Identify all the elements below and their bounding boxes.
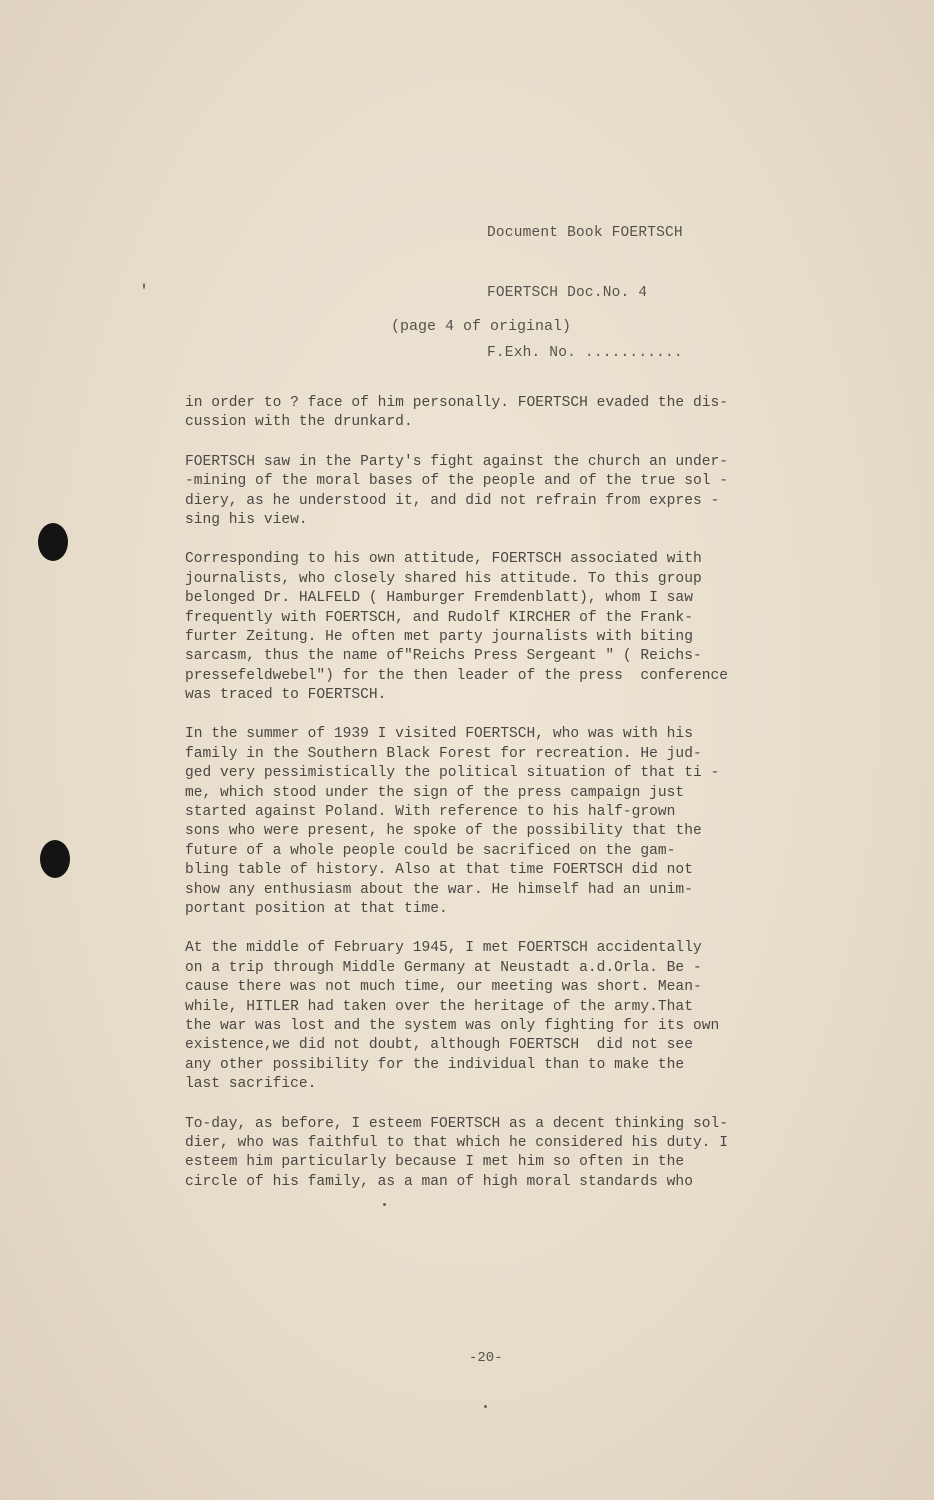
- text-line: portant position at that time.: [185, 900, 448, 917]
- text-line: sarcasm, thus the name of"Reichs Press Sergeant " ( Reichs-: [185, 648, 702, 665]
- text-line: To-day, as before, I esteem FOERTSCH as a decent thinking sol-: [185, 1115, 728, 1132]
- text-line: me, which stood under the sign of the press campaign just: [185, 784, 685, 801]
- paragraph-2: [185, 453, 795, 531]
- text-line: ged very pessimistically the political situation of that ti -: [185, 765, 720, 782]
- paragraph-1: [185, 394, 795, 433]
- paper-speck: [484, 1405, 487, 1408]
- text-line: -mining of the moral bases of the people and of the true sol -: [185, 473, 728, 490]
- text-line: diery, as he understood it, and did not refrain from expres -: [185, 492, 720, 509]
- paragraph-4: [185, 725, 795, 919]
- text-line: frequently with FOERTSCH, and Rudolf KIRCHER of the Frank-: [185, 609, 693, 626]
- text-line: belonged Dr. HALFELD ( Hamburger Fremdenblatt), whom I saw: [185, 590, 693, 607]
- text-line: the war was lost and the system was only fighting for its own: [185, 1017, 720, 1034]
- paragraph-5: [185, 939, 795, 1094]
- text-line: last sacrifice.: [185, 1076, 317, 1093]
- paper-speck: [143, 283, 145, 289]
- text-line: cause there was not much time, our meeting was short. Mean-: [185, 979, 702, 996]
- text-line: Corresponding to his own attitude, FOERTSCH associated with: [185, 551, 702, 568]
- text-line: In the summer of 1939 I visited FOERTSCH, who was with his: [185, 726, 693, 743]
- text-line: esteem him particularly because I met him so often in the: [185, 1154, 685, 1171]
- header-line-exhibit: F.Exh. No. ...........: [487, 345, 683, 361]
- text-line: on a trip through Middle Germany at Neustadt a.d.Orla. Be -: [185, 959, 702, 976]
- text-line: FOERTSCH saw in the Party's fight against the church an under-: [185, 453, 728, 470]
- header-line-doc-no: FOERTSCH Doc.No. 4: [487, 285, 648, 301]
- text-line: was traced to FOERTSCH.: [185, 687, 387, 704]
- original-page-reference: (page 4 of original): [391, 318, 572, 335]
- paragraph-6: [185, 1115, 795, 1193]
- text-line: cussion with the drunkard.: [185, 414, 413, 431]
- text-line: show any enthusiasm about the war. He himself had an unim-: [185, 881, 693, 898]
- text-line: journalists, who closely shared his attitude. To this group: [185, 570, 702, 587]
- text-line: any other possibility for the individual than to make the: [185, 1056, 685, 1073]
- punch-hole-top: [38, 523, 68, 561]
- text-line: in order to ? face of him personally. FOERTSCH evaded the dis-: [185, 395, 728, 411]
- paragraph-3: [185, 550, 795, 705]
- text-line: furter Zeitung. He often met party journalists with biting: [185, 628, 693, 645]
- text-line: sons who were present, he spoke of the possibility that the: [185, 823, 702, 840]
- header-line-book: Document Book FOERTSCH: [487, 225, 683, 241]
- paper-speck: [383, 1203, 386, 1206]
- document-body: [185, 394, 795, 1212]
- punch-hole-bottom: [40, 840, 70, 878]
- text-line: pressefeldwebel") for the then leader of the press conference: [185, 667, 728, 684]
- text-line: started against Poland. With reference to his half-grown: [185, 804, 676, 821]
- text-line: existence,we did not doubt, although FOERTSCH did not see: [185, 1037, 693, 1054]
- page-number: -20-: [469, 1350, 503, 1366]
- text-line: while, HITLER had taken over the heritage of the army.That: [185, 998, 693, 1015]
- text-line: circle of his family, as a man of high moral standards who: [185, 1173, 693, 1190]
- text-line: At the middle of February 1945, I met FOERTSCH accidentally: [185, 940, 702, 957]
- text-line: dier, who was faithful to that which he considered his duty. I: [185, 1134, 728, 1151]
- text-line: future of a whole people could be sacrificed on the gam-: [185, 842, 676, 859]
- document-header: [487, 183, 787, 403]
- text-line: sing his view.: [185, 511, 308, 528]
- text-line: family in the Southern Black Forest for recreation. He jud-: [185, 745, 702, 762]
- text-line: bling table of history. Also at that time FOERTSCH did not: [185, 862, 693, 879]
